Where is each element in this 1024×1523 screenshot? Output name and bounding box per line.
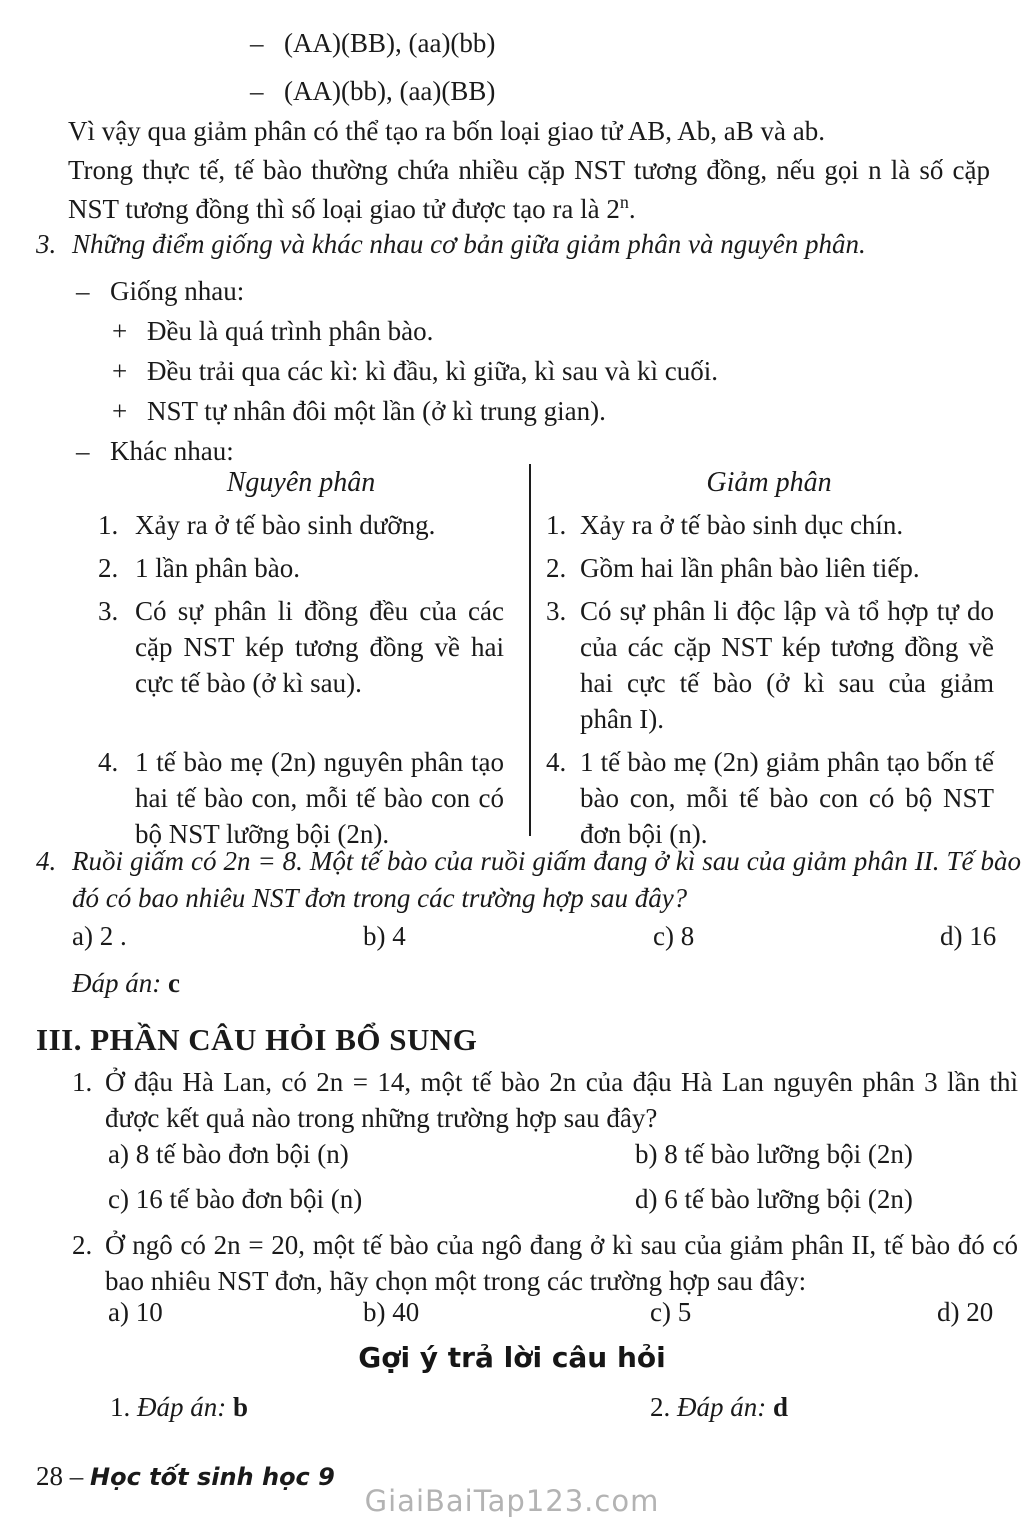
paragraph-trong-thuc-te (68, 151, 990, 229)
dash-bullet: – (250, 28, 264, 58)
genotype-text: (AA)(BB), (aa)(bb) (284, 28, 496, 58)
answer-label: Đáp án: (137, 1392, 227, 1422)
table-row (530, 593, 1024, 737)
label-text: Khác nhau: (110, 436, 234, 466)
answers-row (0, 1392, 1024, 1432)
answer-2 (650, 1392, 788, 1423)
dash-bullet: – (76, 436, 90, 466)
answer-value: d (773, 1392, 789, 1422)
answer-label: Đáp án: (72, 968, 162, 998)
section-heading: III. PHẦN CÂU HỎI BỔ SUNG (36, 1022, 478, 1057)
question-number: 3. (36, 229, 57, 259)
differences-label (76, 436, 234, 467)
option-d: d) 6 tế bào lưỡng bội (2n) (635, 1184, 913, 1214)
option-d: d) 20 (937, 1297, 994, 1327)
question-number: 4. (36, 846, 57, 876)
option-a: a) 2 . (72, 921, 127, 951)
answer-number: 1. (110, 1392, 131, 1422)
label-text: Giống nhau: (110, 276, 245, 306)
item-text: NST tự nhân đôi một lần (ở kì trung gian). (147, 396, 606, 426)
item-text: Đều là quá trình phân bào. (147, 316, 434, 346)
option-c: c) 16 tế bào đơn bội (n) (108, 1184, 363, 1214)
table-row (0, 507, 530, 543)
answer-value: c (168, 968, 180, 998)
question-number: 1. (72, 1067, 93, 1097)
row-text: 1 lần phân bào. (135, 553, 300, 583)
table-row (0, 593, 530, 737)
page-number: 28 (36, 1461, 63, 1491)
option-c: c) 8 (653, 921, 695, 951)
question-4-answer (72, 968, 180, 999)
question-3-title (36, 229, 1021, 260)
table-row (530, 507, 1024, 543)
option-d: d) 16 (940, 921, 997, 951)
superscript-n: n (619, 192, 629, 212)
paragraph-vi-vay: Vì vậy qua giảm phân có thể tạo ra bốn loại giao tử AB, Ab, aB và ab. (68, 116, 825, 146)
plus-bullet: + (112, 316, 128, 346)
row-number: 4. (546, 747, 567, 777)
table-row (530, 550, 1024, 586)
paragraph-text-end: . (628, 194, 636, 224)
row-number: 1. (98, 510, 119, 540)
watermark: GiaiBaiTap123.com (364, 1484, 660, 1518)
table-row (0, 744, 530, 852)
similarities-label (76, 276, 244, 307)
question-4 (36, 843, 1021, 917)
book-title: Học tốt sinh học 9 (90, 1463, 335, 1491)
row-text: Có sự phân li độc lập và tổ hợp tự do của các cặp NST kép tương đồng về hai cực tế bào (ở kì sau của giảm phân I). (580, 596, 994, 734)
option-b: b) 4 (363, 921, 406, 951)
supplementary-question-2 (72, 1227, 1018, 1299)
row-text: 1 tế bào mẹ (2n) giảm phân tạo bốn tế bào con, mỗi tế bào con có bộ NST đơn bội (n). (580, 747, 994, 849)
table-row (530, 744, 1024, 852)
similarity-item (112, 356, 718, 387)
column-header-meiosis: Giảm phân (706, 467, 832, 498)
row-number: 4. (98, 747, 119, 777)
row-text: Gồm hai lần phân bào liên tiếp. (580, 553, 920, 583)
comparison-table (0, 466, 1024, 852)
answer-number: 2. (650, 1392, 671, 1422)
row-text: Xảy ra ở tế bào sinh dưỡng. (135, 510, 436, 540)
similarity-item (112, 316, 433, 347)
row-text: Xảy ra ở tế bào sinh dục chín. (580, 510, 904, 540)
dash-bullet: – (76, 276, 90, 306)
question-number: 2. (72, 1230, 93, 1260)
question-4-options (0, 921, 1024, 959)
row-number: 3. (98, 596, 119, 626)
option-b: b) 8 tế bào lưỡng bội (2n) (635, 1139, 913, 1169)
paragraph-text: Trong thực tế, tế bào thường chứa nhiều cặp NST tương đồng, nếu gọi n là số cặp NST tương đồng thì số loại giao tử được tạo ra là 2 (68, 155, 990, 224)
answer-value: b (233, 1392, 249, 1422)
genotype-text: (AA)(bb), (aa)(BB) (284, 76, 496, 106)
row-number: 2. (98, 553, 119, 583)
row-number: 3. (546, 596, 567, 626)
option-c: c) 5 (650, 1297, 692, 1327)
question-title-text: Những điểm giống và khác nhau cơ bản giữa giảm phân và nguyên phân. (72, 229, 866, 259)
row-number: 2. (546, 553, 567, 583)
footer-dash: – (69, 1461, 84, 1491)
supplementary-question-1 (72, 1064, 1018, 1136)
item-text: Đều trải qua các kì: kì đầu, kì giữa, kì sau và kì cuối. (147, 356, 718, 386)
question-text: Ở ngô có 2n = 20, một tế bào của ngô đang ở kì sau của giảm phân II, tế bào đó có bao nhiêu NST đơn, hãy chọn một trong các trường hợp sau đây: (105, 1230, 1018, 1296)
hint-heading: Gợi ý trả lời câu hỏi (358, 1341, 666, 1374)
question-1-options-row-1 (0, 1139, 1024, 1177)
row-text: Có sự phân li đồng đều của các cặp NST kép tương đồng về hai cực tế bào (ở kì sau). (135, 596, 504, 698)
plus-bullet: + (112, 356, 128, 386)
table-row (0, 550, 530, 586)
question-1-options-row-2 (0, 1184, 1024, 1222)
question-text: Ở đậu Hà Lan, có 2n = 14, một tế bào 2n của đậu Hà Lan nguyên phân 3 lần thì được kết quả nào trong những trường hợp sau đây? (105, 1067, 1018, 1133)
genotype-line-1 (250, 28, 495, 59)
genotype-line-2 (250, 76, 495, 107)
option-b: b) 40 (363, 1297, 420, 1327)
column-header-mitosis: Nguyên phân (226, 467, 376, 498)
question-text: Ruồi giấm có 2n = 8. Một tế bào của ruồi giấm đang ở kì sau của giảm phân II. Tế bào đó có bao nhiêu NST đơn trong các trường hợp sau đây? (72, 846, 1021, 913)
question-2-options (0, 1297, 1024, 1335)
answer-label: Đáp án: (677, 1392, 767, 1422)
row-text: 1 tế bào mẹ (2n) nguyên phân tạo hai tế bào con, mỗi tế bào con có bộ NST lưỡng bội (2n). (135, 747, 504, 849)
similarity-item (112, 396, 606, 427)
answer-1 (110, 1392, 248, 1423)
page-footer (36, 1461, 335, 1492)
dash-bullet: – (250, 76, 264, 106)
row-number: 1. (546, 510, 567, 540)
option-a: a) 8 tế bào đơn bội (n) (108, 1139, 349, 1169)
option-a: a) 10 (108, 1297, 163, 1327)
plus-bullet: + (112, 396, 128, 426)
